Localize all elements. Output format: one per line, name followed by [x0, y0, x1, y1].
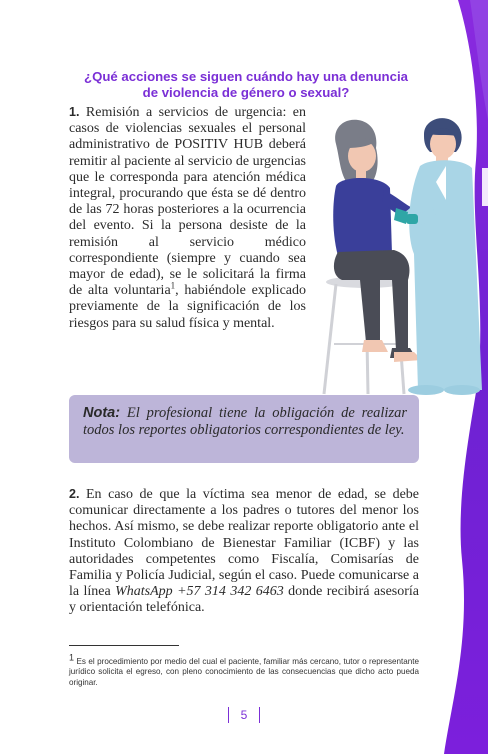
- section-2-text-a: En caso de que la víctima sea menor de edad, se debe comunicar directamente a los padres o tutores del menor los hechos. Así mismo, se debe realizar reporte obligatorio ante el Instituto Colombiano de Bienestar Familiar (ICBF) y las autoridades competentes como Fiscalía, Comisarías de Familia y Policía Judicial, según el caso. Puede comunicarse a la línea: [69, 487, 419, 600]
- whatsapp-label: WhatsApp: [115, 584, 173, 600]
- section-1-number: 1.: [69, 105, 80, 119]
- vaccination-illustration: [296, 104, 488, 396]
- page-number: 5: [228, 706, 260, 724]
- footnote: [69, 652, 419, 688]
- whatsapp-phone-number[interactable]: +57 314 342 6463: [172, 584, 284, 600]
- section-1-text-b: , habiéndole explicado previamente de la significación de los riesgos para su salud física y mental.: [69, 283, 306, 331]
- note-label: Nota:: [83, 405, 121, 421]
- note-box: [69, 395, 419, 463]
- section-1-text-a: Remisión a servicios de urgencia: en casos de violencias sexuales el personal administrativo de POSITIV HUB deberá remitir al paciente al servicio de urgencias que le corresponda para atención médica integral, procurando que ésta se dé dentro de las 72 horas posteriores a la ocurrencia del evento. Si la persona desiste de la remisión al servicio médico correspondiente (siempre y cuando sea mayor de edad), se le solicitará la firma de alta voluntaria: [69, 105, 307, 299]
- section-1-paragraph: [69, 104, 306, 332]
- patient-figure: [333, 120, 422, 362]
- section-2-paragraph: [69, 486, 419, 617]
- footnote-divider: [69, 645, 179, 646]
- section-2-number: 2.: [69, 487, 80, 501]
- footnote-text: Es el procedimiento por medio del cual el paciente, familiar más cercano, tutor o representante jurídico solicita el egreso, con pleno conocimiento de las consecuencias que dicho acto pueda originar.: [69, 657, 419, 687]
- footnote-marker: 1: [69, 652, 75, 663]
- section-2-text-b: donde recibirá asesoría y orientación telefónica.: [69, 584, 420, 616]
- footnote-reference[interactable]: 1: [170, 280, 176, 291]
- page-title: ¿Qué acciones se siguen cuándo hay una denuncia de violencia de género o sexual?: [84, 69, 408, 100]
- note-text: El profesional tiene la obligación de realizar todos los reportes obligatorios correspondientes de ley.: [83, 405, 407, 438]
